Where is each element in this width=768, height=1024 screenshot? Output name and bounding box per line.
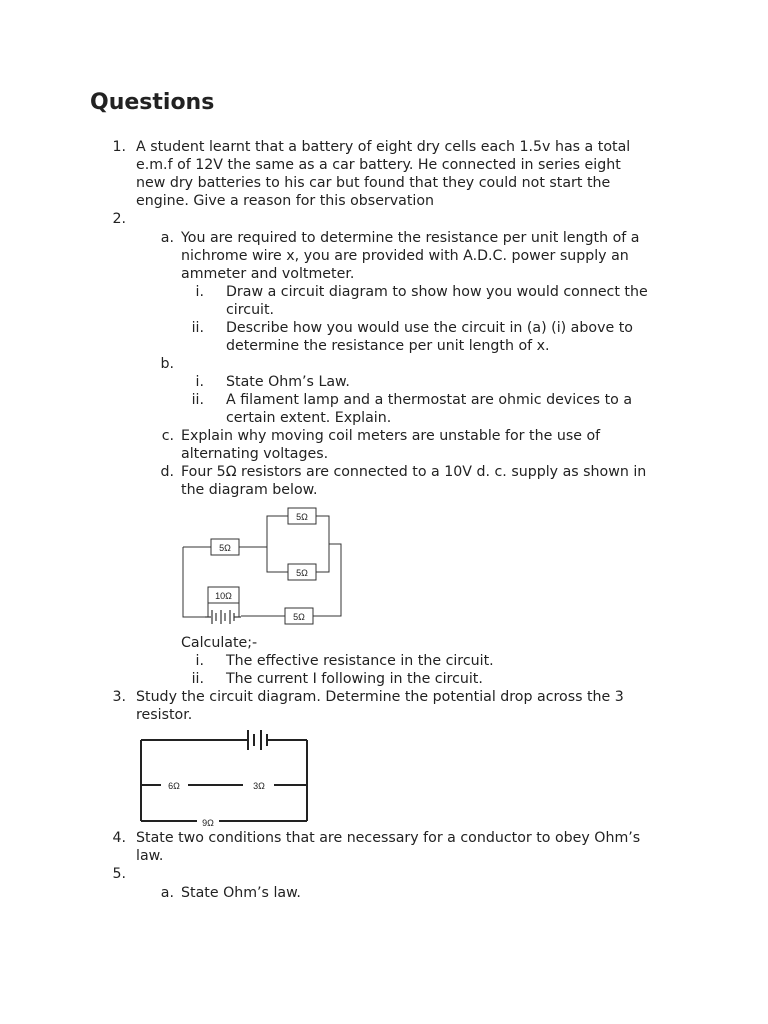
question-2a-i-line-2: circuit. <box>226 302 275 318</box>
question-2c-label: c. <box>161 428 174 444</box>
question-2d-line-1: Four 5Ω resistors are connected to a 10V d. c. supply as shown in <box>181 464 647 480</box>
question-2b-ii-label: ii. <box>191 392 204 408</box>
question-5-number: 5. <box>112 866 126 882</box>
question-2c-line-2: alternating voltages. <box>181 446 329 462</box>
question-5a-line-1: State Ohm’s law. <box>181 885 301 901</box>
question-4-line-1: State two conditions that are necessary for a conductor to obey Ohm’s <box>136 830 641 846</box>
question-3-line-1: Study the circuit diagram. Determine the potential drop across the 3 <box>136 689 624 705</box>
circuit-diagram-three-resistors <box>135 727 315 829</box>
question-2a-ii-line-1: Describe how you would use the circuit in (a) (i) above to <box>226 320 633 336</box>
question-2d-ii-label: ii. <box>191 671 204 687</box>
question-2b-i-line-1: State Ohm’s Law. <box>226 374 350 390</box>
question-2c-line-1: Explain why moving coil meters are unstable for the use of <box>181 428 601 444</box>
question-2-number: 2. <box>112 211 126 227</box>
calculate-label: Calculate;- <box>181 635 258 651</box>
question-2a-line-2: nichrome wire x, you are provided with A.D.C. power supply an <box>181 248 629 264</box>
question-2a-ii-line-2: determine the resistance per unit length of x. <box>226 338 550 354</box>
question-2a-line-3: ammeter and voltmeter. <box>181 266 355 282</box>
battery-symbol <box>205 610 241 624</box>
question-2a-label: a. <box>160 230 174 246</box>
question-4-line-2: law. <box>136 848 164 864</box>
resistor-bottom-label: 5Ω <box>293 612 305 622</box>
question-3-number: 3. <box>112 689 126 705</box>
question-1-line-2: e.m.f of 12V the same as a car battery. He connected in series eight <box>136 157 621 173</box>
question-2a-line-1: You are required to determine the resistance per unit length of a <box>181 230 640 246</box>
question-2a-ii-label: ii. <box>191 320 204 336</box>
question-2d-line-2: the diagram below. <box>181 482 318 498</box>
question-2a-i-label: i. <box>195 284 204 300</box>
question-2d-i-line-1: The effective resistance in the circuit. <box>226 653 494 669</box>
question-2d-i-label: i. <box>195 653 204 669</box>
question-2a-i-line-1: Draw a circuit diagram to show how you would connect the <box>226 284 648 300</box>
question-2d-label: d. <box>160 464 174 480</box>
resistor-left-label: 5Ω <box>219 543 231 553</box>
circuit-diagram-four-resistors <box>175 503 355 628</box>
wire-parallel-left <box>267 516 288 572</box>
resistor-9-label: 9Ω <box>202 818 214 828</box>
resistor-6-label: 6Ω <box>168 781 180 791</box>
question-5a-label: a. <box>160 885 174 901</box>
question-3-line-2: resistor. <box>136 707 193 723</box>
question-2b-label: b. <box>160 356 174 372</box>
resistor-3-label: 3Ω <box>253 781 265 791</box>
question-2b-i-label: i. <box>195 374 204 390</box>
page-title: Questions <box>90 90 215 115</box>
question-1-line-3: new dry batteries to his car but found that they could not start the <box>136 175 611 191</box>
question-2d-ii-line-1: The current I following in the circuit. <box>226 671 483 687</box>
wire-left-outer <box>183 547 205 617</box>
question-1-line-4: engine. Give a reason for this observation <box>136 193 435 209</box>
wire-right-outer <box>313 544 341 616</box>
question-2b-ii-line-2: certain extent. Explain. <box>226 410 392 426</box>
question-1-number: 1. <box>112 139 126 155</box>
question-1-line-1: A student learnt that a battery of eight dry cells each 1.5v has a total <box>136 139 631 155</box>
resistor-middle-label: 5Ω <box>296 568 308 578</box>
battery-symbol <box>248 730 273 750</box>
question-2b-ii-line-1: A filament lamp and a thermostat are ohmic devices to a <box>226 392 633 408</box>
resistor-top-label: 5Ω <box>296 512 308 522</box>
question-4-number: 4. <box>112 830 126 846</box>
resistor-battery-label: 10Ω <box>215 591 232 601</box>
wire-parallel-right <box>316 516 329 572</box>
